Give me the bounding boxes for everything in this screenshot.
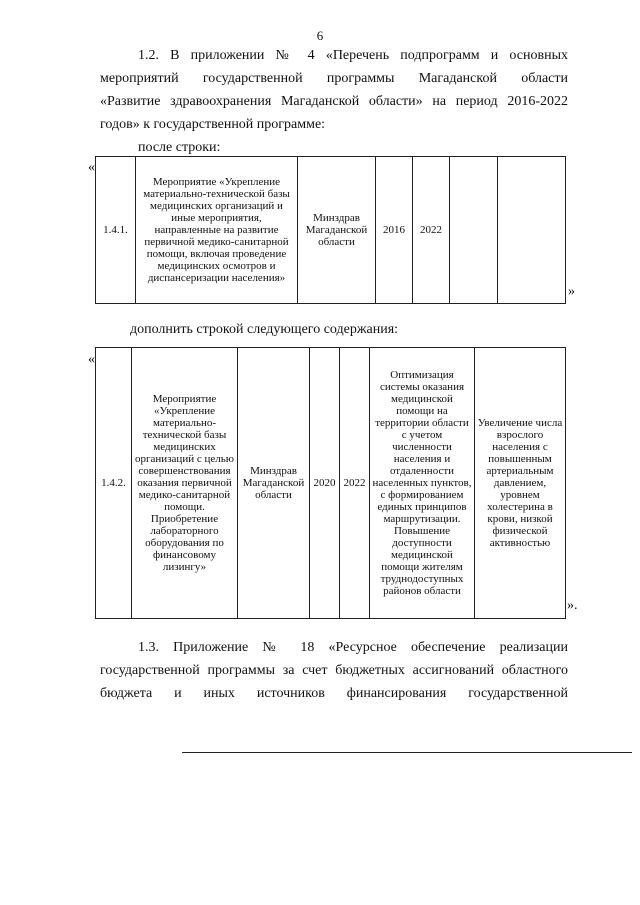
cell-start-year: 2016 (376, 157, 413, 304)
supplement-line-label (130, 318, 490, 341)
cell-executor: Минздрав Магаданской области (298, 157, 376, 304)
table-row-1-4-2 (95, 347, 566, 619)
paragraph-line: мероприятий государственной программы Магаданской области (100, 71, 568, 86)
cell-end-year: 2022 (340, 348, 370, 619)
cell-indicator: Увеличение числа взрослого населения с повышенным артериальным давлением, уровнем холестерина в крови, низкой физической активностью (475, 348, 566, 619)
footer-separator-line (182, 752, 632, 753)
paragraph-line: годов» к государственной программе: (100, 117, 326, 132)
table1-open-quote: « (88, 160, 95, 175)
cell-result: Оптимизация системы оказания медицинской помощи на территории области с учетом численности населения и отдаленности населенных пунктов, с формированием единых принципов маршрутизации. Повышение доступности медицинской помощи жителям труднодоступных районов области (370, 348, 475, 619)
table-row (96, 348, 566, 619)
cell-number: 1.4.2. (96, 348, 132, 619)
page-number: 6 (316, 28, 324, 43)
cell-end-year: 2022 (413, 157, 450, 304)
table2-open-quote: « (88, 352, 95, 367)
cell-name: Мероприятие «Укрепление материально-технической базы медицинских организаций и иные мероприятия, направленные на развитие первичной медико-санитарной помощи, включая проведение медицинских осмотров и диспансеризации населения» (136, 157, 298, 304)
cell-name: Мероприятие «Укрепление материально-технической базы медицинских организаций с целью совершенствования оказания первичной медико-санитарной помощи. Приобретение лабораторного оборудования по финансовому лизингу» (132, 348, 238, 619)
cell-start-year: 2020 (310, 348, 340, 619)
table1-close-quote: » (568, 284, 575, 299)
paragraph-line: 1.2. В приложении № 4 «Перечень подпрограмм и основных (138, 48, 568, 63)
paragraph-line: 1.3. Приложение № 18 «Ресурсное обеспечение реализации (138, 640, 568, 655)
after-line-text: после строки: (138, 140, 221, 155)
paragraph-line: государственной программы за счет бюджетных ассигнований областного (100, 663, 568, 678)
cell-executor: Минздрав Магаданской области (238, 348, 310, 619)
cell-number: 1.4.1. (96, 157, 136, 304)
table-row-1-4-1 (95, 156, 566, 304)
table-row (96, 157, 566, 304)
table2-close-quote: ». (567, 598, 578, 613)
paragraph-line: бюджета и иных источников финансирования государственной (100, 686, 568, 701)
paragraph-1-3 (100, 636, 568, 705)
supplement-line-text: дополнить строкой следующего содержания: (130, 322, 399, 337)
cell-result (450, 157, 498, 304)
cell-indicator (498, 157, 566, 304)
paragraph-1-2 (100, 44, 568, 136)
paragraph-line: «Развитие здравоохранения Магаданской области» на период 2016-2022 (100, 94, 568, 109)
